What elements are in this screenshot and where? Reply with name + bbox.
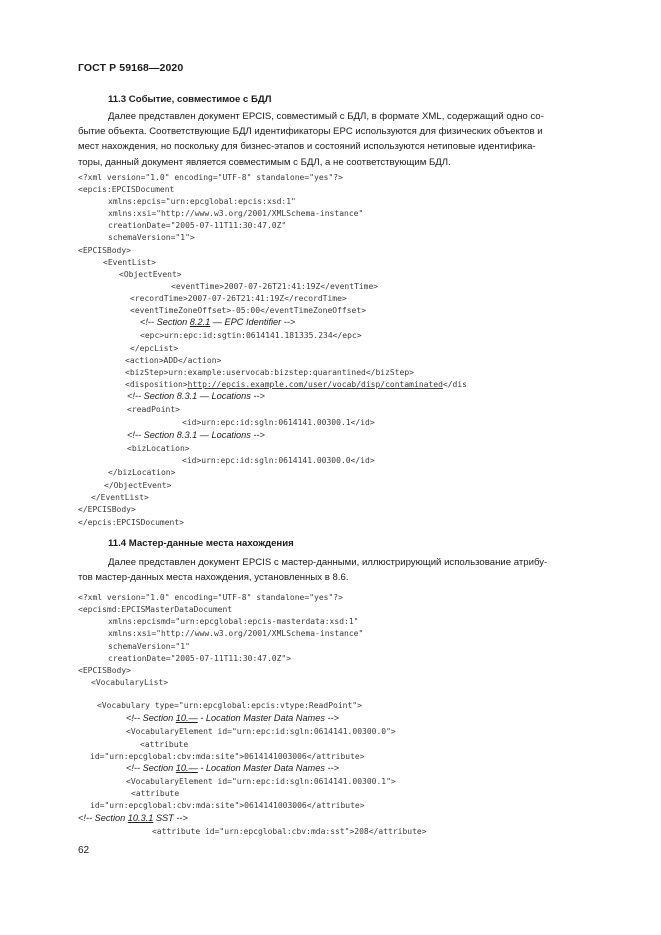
paragraph-line: торы, данный документ является совместимым с БДЛ, а не соответствующим БДЛ. (78, 156, 451, 168)
code-line: </epcList> (130, 344, 179, 353)
section-11-3-paragraph (78, 109, 624, 170)
section-reference: 10.— (175, 713, 198, 723)
code-line: <EPCISBody> (78, 666, 131, 675)
code-line: <Vocabulary type="urn:epcglobal:epcis:vtype:ReadPoint"> (97, 701, 362, 710)
section-reference: 10.— (175, 763, 198, 773)
paragraph-line: Далее представлен документ EPCIS, совместимый с БДЛ, в формате XML, содержащий одно со- (108, 111, 544, 122)
code-line: creationDate="2005-07-11T11:30:47.0Z" (108, 221, 287, 230)
code-line: <readPoint> (127, 405, 180, 414)
paragraph-line: бытие объекта. Соответствующие БДЛ идентификаторы EPC используются для физических объектов и (78, 126, 543, 138)
code-line: <eventTime>2007-07-26T21:41:19Z</eventTime> (171, 282, 379, 291)
code-comment: <!-- Section 10.3.1 SST --> (78, 813, 188, 823)
paragraph-line: мест нахождения, но поскольку для бизнес-этапов и состояний используются нетиповые идентифика- (78, 141, 536, 153)
code-line: <recordTime>2007-07-26T21:41:19Z</recordTime> (130, 294, 347, 303)
code-line: <VocabularyElement id="urn:epc:id:sgln:0614141.00300.0"> (126, 727, 396, 736)
code-line: <action>ADD</action> (125, 356, 222, 365)
code-line: <attribute id="urn:epcglobal:cbv:mda:sst">208</attribute> (152, 827, 427, 836)
code-line: <bizLocation> (127, 444, 190, 453)
section-heading-11-3: 11.3 Событие, совместимое с БДЛ (108, 94, 272, 105)
code-line: schemaVersion="1"> (108, 233, 195, 242)
paragraph-line: Далее представлен документ EPCIS с мастер-данными, иллюстрирующий использование атрибу- (108, 557, 548, 568)
code-line: <?xml version="1.0" encoding="UTF-8" standalone="yes"?> (78, 173, 343, 182)
code-line: </bizLocation> (108, 468, 176, 477)
code-line: <ObjectEvent> (119, 270, 182, 279)
code-line: <EventList> (103, 258, 156, 267)
code-line: <id>urn:epc:id:sgln:0614141.00300.0</id> (182, 456, 375, 465)
code-line: <eventTimeZoneOffset>-05:00</eventTimeZoneOffset> (130, 306, 367, 315)
code-line: <bizStep>urn:example:uservocab:bizstep:quarantined</bizStep> (125, 368, 414, 377)
code-line: <epc>urn:epc:id:sgtin:0614141.181335.234</epc> (140, 331, 362, 340)
code-line: <attribute (140, 740, 189, 749)
code-line: </epcis:EPCISDocument> (78, 518, 184, 527)
code-comment: <!-- Section 8.2.1 — EPC Identifier --> (140, 317, 296, 327)
code-line: <epcis:EPCISDocument (78, 185, 175, 194)
code-line: schemaVersion="1" (108, 642, 190, 651)
section-reference: 10.3.1 (127, 813, 154, 823)
code-line: <?xml version="1.0" encoding="UTF-8" standalone="yes"?> (78, 593, 343, 602)
page-number: 62 (78, 845, 90, 856)
code-line: <EPCISBody> (78, 246, 131, 255)
code-line: id="urn:epcglobal:cbv:mda:site">0614141003006</attribute> (90, 752, 365, 761)
code-line: xmlns:epcis="urn:epcglobal:epcis:xsd:1" (108, 197, 296, 206)
code-line: <VocabularyElement id="urn:epc:id:sgln:0614141.00300.1"> (126, 777, 396, 786)
code-line: <id>urn:epc:id:sgln:0614141.00300.1</id> (182, 418, 375, 427)
paragraph-line: тов мастер-данных места нахождения, установленных в 8.6. (78, 572, 349, 584)
code-line: <disposition>http://epcis.example.com/user/vocab/disp/contaminated</dis (125, 380, 467, 389)
code-line: <epcismd:EPCISMasterDataDocument (78, 605, 233, 614)
section-heading-11-4: 11.4 Мастер-данные места нахождения (108, 538, 294, 549)
code-line: xmlns:xsi="http://www.w3.org/2001/XMLSchema-instance" (108, 209, 364, 218)
code-line: <VocabularyList> (91, 678, 169, 687)
code-comment: <!-- Section 8.3.1 — Locations --> (127, 391, 265, 401)
code-line: xmlns:xsi="http://www.w3.org/2001/XMLSchema-instance" (108, 629, 364, 638)
code-comment: <!-- Section 10.— - Location Master Data Names --> (126, 763, 339, 773)
document-header: ГОСТ Р 59168—2020 (78, 62, 184, 74)
code-line: xmlns:epcismd="urn:epcglobal:epcis-masterdata:xsd:1" (108, 617, 359, 626)
section-11-4-paragraph (78, 555, 624, 585)
code-comment: <!-- Section 8.3.1 — Locations --> (127, 430, 265, 440)
code-comment: <!-- Section 10.— - Location Master Data Names --> (126, 713, 339, 723)
code-line: <attribute (131, 789, 180, 798)
code-line: </EPCISBody> (78, 505, 136, 514)
section-reference: 8.2.1 (189, 317, 211, 327)
code-line: creationDate="2005-07-11T11:30:47.0Z"> (108, 654, 292, 663)
code-line: id="urn:epcglobal:cbv:mda:site">0614141003006</attribute> (90, 801, 365, 810)
code-line: </ObjectEvent> (104, 481, 172, 490)
code-line: </EventList> (91, 493, 149, 502)
disposition-url: http://epcis.example.com/user/vocab/disp/contaminated (187, 380, 443, 389)
